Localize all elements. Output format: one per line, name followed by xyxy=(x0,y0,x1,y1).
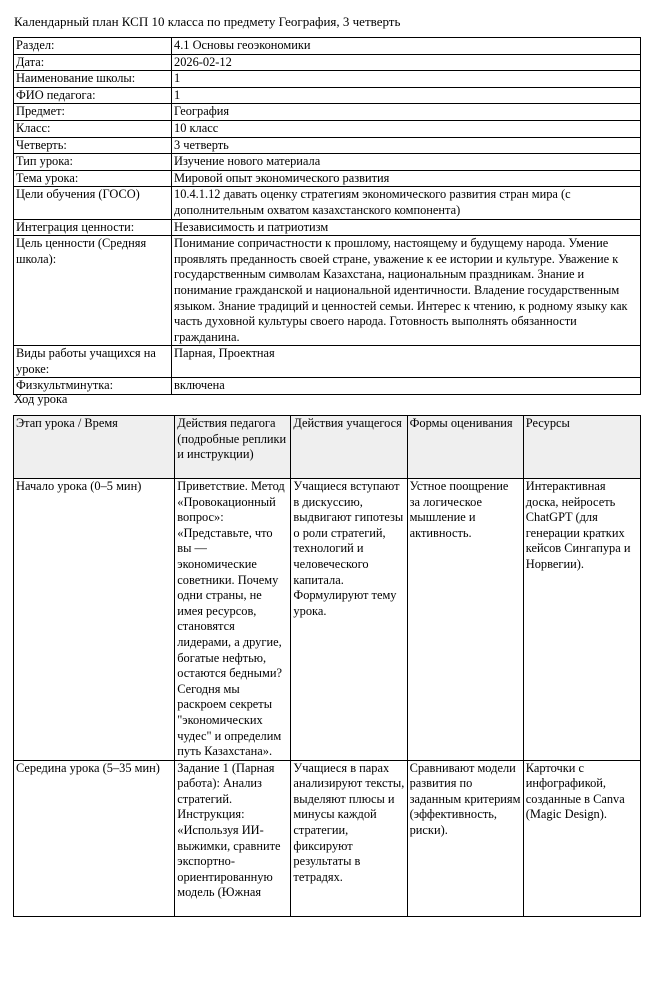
lesson-info-table xyxy=(13,37,641,395)
lesson-flow-table xyxy=(13,415,641,917)
lesson-flow-label: Ход урока xyxy=(14,392,68,406)
header-assessment: Формы оценивания xyxy=(407,416,523,479)
student-actions-cell xyxy=(291,760,407,916)
info-value: Независимость и патриотизм xyxy=(172,219,641,236)
info-value: включена xyxy=(172,378,641,395)
info-row xyxy=(14,71,641,88)
assessment-cell xyxy=(407,760,523,916)
info-row xyxy=(14,137,641,154)
info-value: Изучение нового материала xyxy=(172,154,641,171)
info-key: Раздел: xyxy=(14,38,172,55)
teacher-actions-cell xyxy=(175,760,291,916)
info-key: Тип урока: xyxy=(14,154,172,171)
info-value: 3 четверть xyxy=(172,137,641,154)
info-value: 1 xyxy=(172,71,641,88)
assessment-text: Сравнивают модели развития по заданным критериям (эффективность, риски). xyxy=(409,760,521,838)
info-value: Мировой опыт экономического развития xyxy=(172,170,641,187)
stage-cell xyxy=(14,760,175,916)
resources-cell xyxy=(523,760,640,916)
info-value: 2026-02-12 xyxy=(172,54,641,71)
info-row xyxy=(14,219,641,236)
info-row xyxy=(14,87,641,104)
info-key: Цели обучения (ГОСО) xyxy=(14,187,172,219)
info-value: 10 класс xyxy=(172,120,641,137)
info-key: Интеграция ценности: xyxy=(14,219,172,236)
teacher-actions-text: Задание 1 (Парная работа): Анализ стратегий. Инструкция: «Используя ИИ-выжимки, сравните экспортно-ориентированную модель (Южная xyxy=(177,760,281,900)
assessment-cell: Устное поощрение за логическое мышление и активность. xyxy=(407,479,523,761)
info-key: Цель ценности (Средняя школа): xyxy=(14,236,172,346)
flow-header-row xyxy=(14,416,641,479)
info-value: 4.1 Основы геоэкономики xyxy=(172,38,641,55)
info-row xyxy=(14,38,641,55)
resources-cell: Интерактивная доска, нейросеть ChatGPT (для генерации кратких кейсов Сингапура и Норвегии). xyxy=(523,479,640,761)
info-key: ФИО педагога: xyxy=(14,87,172,104)
stage-cell: Начало урока (0–5 мин) xyxy=(14,479,175,761)
student-actions-cell: Учащиеся вступают в дискуссию, выдвигают гипотезы о роли стратегий, технологий и человеческого капитала. Формулируют тему урока. xyxy=(291,479,407,761)
header-teacher: Действия педагога (подробные реплики и инструкции) xyxy=(175,416,291,479)
info-key: Дата: xyxy=(14,54,172,71)
header-stage: Этап урока / Время xyxy=(14,416,175,479)
info-key: Четверть: xyxy=(14,137,172,154)
header-student: Действия учащегося xyxy=(291,416,407,479)
document-title: Календарный план КСП 10 класса по предмету География, 3 четверть xyxy=(14,14,401,29)
info-key: Тема урока: xyxy=(14,170,172,187)
flow-row xyxy=(14,479,641,761)
resources-text: Карточки с инфографикой, созданные в Canva (Magic Design). xyxy=(525,760,625,822)
flow-row xyxy=(14,760,641,916)
info-key: Класс: xyxy=(14,120,172,137)
info-row xyxy=(14,236,641,346)
stage-text: Середина урока (5–35 мин) xyxy=(16,760,160,775)
info-key: Физкультминутка: xyxy=(14,378,172,395)
info-key: Предмет: xyxy=(14,104,172,121)
info-value: 1 xyxy=(172,87,641,104)
info-row xyxy=(14,154,641,171)
info-row xyxy=(14,378,641,395)
teacher-actions-cell: Приветствие. Метод «Провокационный вопрос»: «Представьте, что вы — экономические советники. Почему одни страны, не имея ресурсов, становятся лидерами, а другие, богатые нефтью, остаются бедными? Сегодня мы раскроем секреты "экономических чудес" и определим путь Казахстана». xyxy=(175,479,291,761)
info-key: Виды работы учащихся на уроке: xyxy=(14,346,172,378)
info-row xyxy=(14,346,641,378)
info-value: Понимание сопричастности к прошлому, настоящему и будущему народа. Умение проявлять преданность своей стране, уважение к ее истории и культуре. Уважение к государственным символам Казахстана, национальным праздникам. Знание и понимание гражданской и национальной идентичности. Владение государственным языком. Знание традиций и ценностей семьи. Интерес к чтению, к родному языку как часть духовной культуры своего народа. Готовность выполнять обязанности гражданина. xyxy=(172,236,641,346)
student-actions-text: Учащиеся в парах анализируют тексты, выделяют плюсы и минусы каждой стратегии, фиксируют результаты в тетрадях. xyxy=(293,760,405,884)
info-row xyxy=(14,120,641,137)
header-resources: Ресурсы xyxy=(523,416,640,479)
info-row xyxy=(14,170,641,187)
info-value: Парная, Проектная xyxy=(172,346,641,378)
info-row xyxy=(14,104,641,121)
info-row xyxy=(14,187,641,219)
info-key: Наименование школы: xyxy=(14,71,172,88)
info-value: 10.4.1.12 давать оценку стратегиям экономического развития стран мира (с дополнительным охватом казахстанского компонента) xyxy=(172,187,641,219)
info-row xyxy=(14,54,641,71)
info-value: География xyxy=(172,104,641,121)
